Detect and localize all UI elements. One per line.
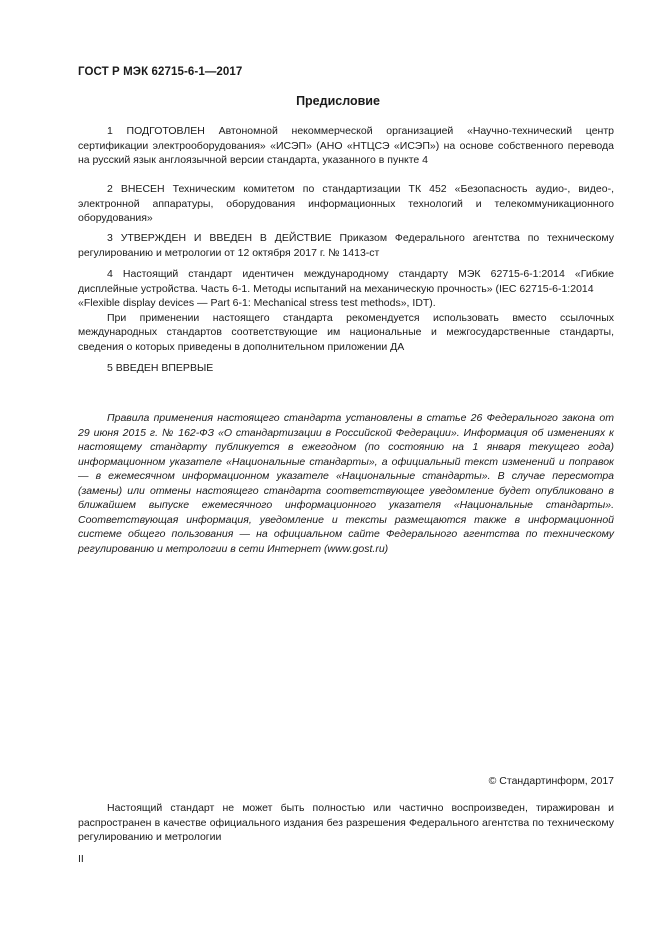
standard-application-notice-text: Правила применения настоящего стандарта установлены в статье 26 Федерального закона от 29 июня 2015 г. № 162-ФЗ «О стандартизации в Российской Федерации». Информация об изменениях к настоящему стандарту публикуется в ежегодном (по состоянию на 1 января текущего года) информационном указателе «Национальные стандарты», а официальный текст изменений и поправок — в ежемесячном информационном указателе «Национальные стандарты». В случае пересмотра (замены) или отмены настоящего стандарта соответствующее уведомление будет опубликовано в ближайшем выпуске ежемесячного информационного указателя «Национальные стандарты». Соответствующая информация, уведомление и тексты размещаются также в информационной системе общего пользования — на официальном сайте Федерального агентства по техническому регулированию и метрологии в сети Интернет (www.gost.ru): [78, 412, 614, 555]
page-number: II: [78, 853, 84, 865]
foreword-item-4-text-line2: «Flexible display devices — Part 6-1: Mechanical stress test methods», IDT).: [78, 297, 436, 309]
foreword-item-3: [78, 231, 614, 260]
standard-code-header: ГОСТ Р МЭК 62715-6-1—2017: [78, 66, 243, 78]
foreword-item-4: [78, 267, 614, 354]
foreword-item-1-text: 1 ПОДГОТОВЛЕН Автономной некоммерческой организацией «Научно-технический центр сертификации электрооборудования» «ИСЭП» (АНО «НТЦСЭ «ИСЭП») на основе собственного перевода на русский язык англоязычной версии стандарта, указанного в пункте 4: [78, 125, 614, 166]
standard-application-notice: [78, 411, 614, 556]
foreword-item-2-text: 2 ВНЕСЕН Техническим комитетом по стандартизации ТК 452 «Безопасность аудио-, видео-, электронной аппаратуры, оборудования информационных технологий и телекоммуникационного оборудования»: [78, 183, 614, 224]
foreword-item-1: [78, 124, 614, 168]
reproduction-notice: [78, 801, 614, 845]
foreword-item-4-text: 4 Настоящий стандарт идентичен международному стандарту МЭК 62715-6-1:2014 «Гибкие дисплейные устройства. Часть 6-1. Методы испытаний на механическую прочность» (IEC 62715-6-1:2014: [78, 268, 614, 295]
copyright-line: © Стандартинформ, 2017: [488, 775, 614, 787]
reproduction-notice-text: Настоящий стандарт не может быть полностью или частично воспроизведен, тиражирован и распространен в качестве официального издания без разрешения Федерального агентства по техническому регулированию и метрологии: [78, 802, 614, 843]
foreword-item-4-paragraph-2: При применении настоящего стандарта рекомендуется использовать вместо ссылочных международных стандартов соответствующие им национальные и межгосударственные стандарты, сведения о которых приведены в дополнительном приложении ДА: [78, 311, 614, 353]
foreword-item-3-text: 3 УТВЕРЖДЕН И ВВЕДЕН В ДЕЙСТВИЕ Приказом Федерального агентства по техническому регулированию и метрологии от 12 октября 2017 г. № 1413-ст: [78, 232, 614, 259]
foreword-item-5: [78, 361, 614, 376]
page-title: Предисловие: [296, 94, 380, 108]
foreword-item-5-text: 5 ВВЕДЕН ВПЕРВЫЕ: [107, 362, 214, 374]
foreword-item-2: [78, 182, 614, 226]
